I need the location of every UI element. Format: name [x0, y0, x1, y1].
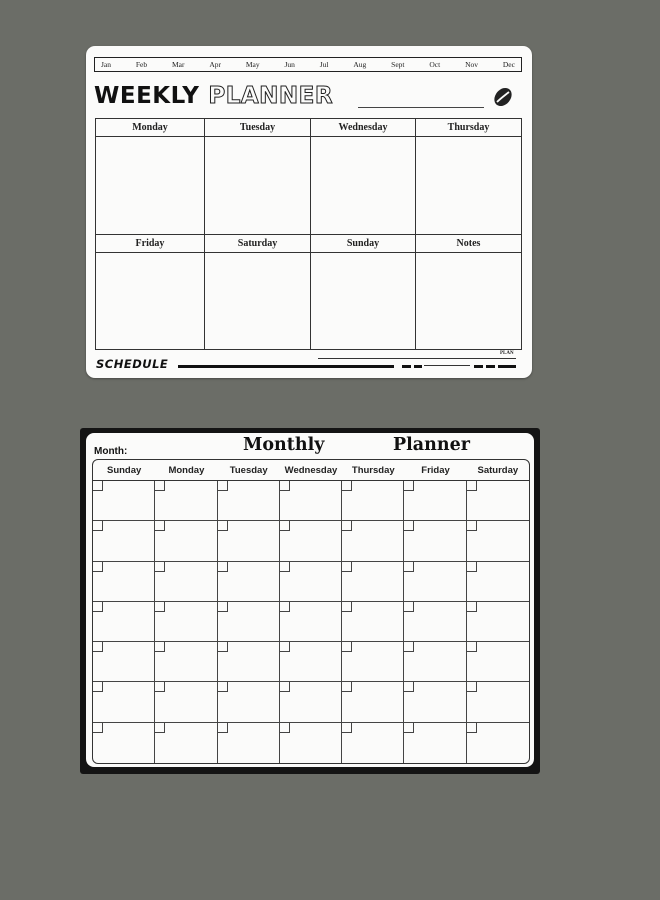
day-cell — [155, 562, 217, 602]
day-cell — [467, 723, 529, 763]
monthly-planner-board — [80, 428, 540, 774]
footer-dash — [402, 365, 411, 368]
date-number-box — [342, 682, 352, 692]
weekday-cell — [96, 253, 205, 349]
date-number-box — [280, 682, 290, 692]
weekday-cell — [205, 137, 311, 235]
date-number-box — [93, 481, 103, 491]
monthly-grid — [92, 459, 530, 764]
weekday-header: Friday — [96, 235, 205, 253]
month-label-item: Dec — [502, 60, 515, 69]
date-number-box — [218, 562, 228, 572]
weekday-header: Sunday — [311, 235, 416, 253]
weekday-cell — [416, 137, 521, 235]
date-number-box — [342, 642, 352, 652]
date-number-box — [342, 602, 352, 612]
day-cell — [155, 642, 217, 682]
day-cell — [404, 562, 466, 602]
date-number-box — [93, 521, 103, 531]
day-cell — [467, 682, 529, 722]
date-number-box — [155, 602, 165, 612]
day-cell — [280, 642, 342, 682]
weekday-cell — [205, 253, 311, 349]
day-cell — [342, 642, 404, 682]
footer-line — [318, 358, 516, 359]
day-cell — [404, 521, 466, 561]
weekday-header: Saturday — [205, 235, 311, 253]
day-cell — [280, 481, 342, 521]
day-cell — [467, 642, 529, 682]
day-cell — [342, 562, 404, 602]
title-write-line — [358, 107, 484, 108]
day-cell — [93, 602, 155, 642]
date-number-box — [342, 481, 352, 491]
footer-schedule: SCHEDULE — [96, 357, 169, 371]
weekday-header: Thursday — [416, 119, 521, 137]
weekday-header: Tuesday — [205, 119, 311, 137]
footer-line-short — [424, 365, 470, 366]
date-number-box — [467, 481, 477, 491]
day-cell — [280, 682, 342, 722]
date-number-box — [155, 642, 165, 652]
day-cell — [342, 723, 404, 763]
date-number-box — [155, 562, 165, 572]
date-number-box — [155, 723, 165, 733]
day-cell — [280, 602, 342, 642]
month-label: Month: — [94, 446, 128, 457]
date-number-box — [155, 521, 165, 531]
day-cell — [218, 481, 280, 521]
day-cell — [467, 521, 529, 561]
date-number-box — [467, 642, 477, 652]
day-cell — [93, 723, 155, 763]
date-number-box — [280, 481, 290, 491]
title-monthly: Monthly — [243, 435, 325, 455]
day-cell — [342, 521, 404, 561]
month-label-item: Jul — [319, 60, 329, 69]
day-cell — [404, 481, 466, 521]
weekday-header: Wednesday — [311, 119, 416, 137]
weekday-header: Monday — [155, 460, 217, 481]
footer-dash — [498, 365, 516, 368]
date-number-box — [404, 642, 414, 652]
day-cell — [218, 723, 280, 763]
date-number-box — [218, 481, 228, 491]
weekday-header: Tuesday — [218, 460, 280, 481]
day-cell — [342, 682, 404, 722]
day-cell — [155, 682, 217, 722]
weekly-planner-title — [94, 82, 333, 110]
month-label-item: May — [245, 60, 260, 69]
footer-bar — [178, 365, 394, 368]
date-number-box — [93, 723, 103, 733]
weekly-planner-board — [86, 46, 532, 378]
day-cell — [342, 602, 404, 642]
month-label-item: Oct — [429, 60, 441, 69]
day-cell — [218, 602, 280, 642]
day-cell — [218, 521, 280, 561]
date-number-box — [93, 562, 103, 572]
day-cell — [93, 642, 155, 682]
date-number-box — [218, 602, 228, 612]
date-number-box — [93, 642, 103, 652]
day-cell — [467, 562, 529, 602]
date-number-box — [467, 723, 477, 733]
title-planner: Planner — [393, 435, 470, 455]
date-number-box — [467, 562, 477, 572]
footer-plan: PLAN — [500, 351, 514, 356]
month-label-item: Jan — [101, 60, 111, 69]
date-number-box — [404, 723, 414, 733]
weekday-cell — [96, 137, 205, 235]
date-number-box — [155, 682, 165, 692]
weekday-cell — [311, 253, 416, 349]
date-number-box — [218, 682, 228, 692]
date-number-box — [218, 723, 228, 733]
date-number-box — [404, 481, 414, 491]
day-cell — [93, 562, 155, 602]
date-number-box — [404, 682, 414, 692]
month-label-item: Apr — [209, 60, 221, 69]
day-cell — [404, 602, 466, 642]
day-cell — [280, 521, 342, 561]
footer-dash — [474, 365, 483, 368]
weekday-header: Thursday — [342, 460, 404, 481]
day-cell — [155, 481, 217, 521]
date-number-box — [342, 723, 352, 733]
month-label-item: Jun — [284, 60, 295, 69]
day-cell — [218, 642, 280, 682]
date-number-box — [280, 562, 290, 572]
day-cell — [155, 521, 217, 561]
day-cell — [404, 642, 466, 682]
day-cell — [280, 562, 342, 602]
date-number-box — [93, 682, 103, 692]
monthly-planner-surface — [86, 433, 534, 767]
date-number-box — [467, 602, 477, 612]
weekday-cell — [416, 253, 521, 349]
date-number-box — [218, 642, 228, 652]
date-number-box — [342, 562, 352, 572]
date-number-box — [467, 521, 477, 531]
title-planner: PLANNER — [208, 83, 334, 109]
footer-dash — [414, 365, 422, 368]
date-number-box — [93, 602, 103, 612]
day-cell — [404, 682, 466, 722]
date-number-box — [155, 481, 165, 491]
date-number-box — [280, 521, 290, 531]
weekly-grid — [95, 118, 522, 350]
day-cell — [155, 602, 217, 642]
date-number-box — [342, 521, 352, 531]
date-number-box — [404, 562, 414, 572]
day-cell — [342, 481, 404, 521]
day-cell — [93, 521, 155, 561]
day-cell — [280, 723, 342, 763]
day-cell — [93, 481, 155, 521]
weekday-header: Friday — [404, 460, 466, 481]
date-number-box — [280, 602, 290, 612]
date-number-box — [280, 642, 290, 652]
day-cell — [467, 481, 529, 521]
month-label-item: Feb — [135, 60, 148, 69]
date-number-box — [404, 602, 414, 612]
weekday-header: Wednesday — [280, 460, 342, 481]
day-cell — [218, 682, 280, 722]
day-cell — [218, 562, 280, 602]
day-cell — [93, 682, 155, 722]
weekday-header: Notes — [416, 235, 521, 253]
month-label-item: Aug — [353, 60, 367, 69]
weekday-header: Monday — [96, 119, 205, 137]
weekday-header: Saturday — [467, 460, 529, 481]
day-cell — [155, 723, 217, 763]
weekday-header: Sunday — [93, 460, 155, 481]
date-number-box — [467, 682, 477, 692]
month-label-item: Sept — [391, 60, 405, 69]
day-cell — [404, 723, 466, 763]
date-number-box — [280, 723, 290, 733]
weekday-cell — [311, 137, 416, 235]
date-number-box — [404, 521, 414, 531]
month-strip — [94, 57, 522, 72]
month-label-item: Mar — [171, 60, 185, 69]
day-cell — [467, 602, 529, 642]
footer-dash — [486, 365, 495, 368]
date-number-box — [218, 521, 228, 531]
coffee-bean-icon — [492, 86, 514, 108]
title-weekly: WEEKLY — [94, 83, 200, 109]
month-label-item: Nov — [465, 60, 478, 69]
